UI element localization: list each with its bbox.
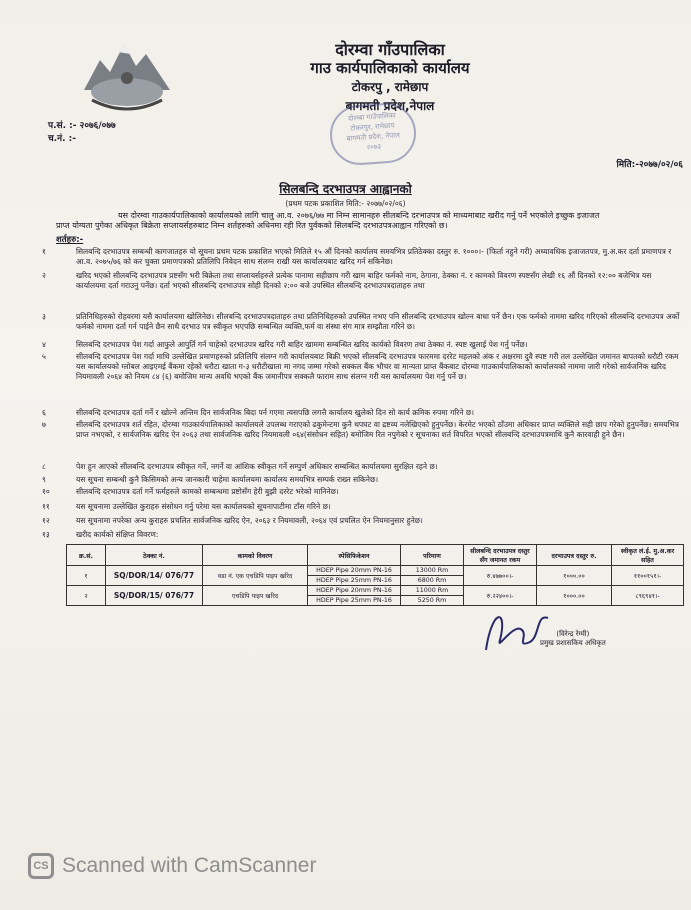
office-stamp: दोरम्बा गाउँपालिका टोकरपुर, रामेछाप बागमती प्रदेश, नेपाल २०७३ [328,101,418,167]
col-header: ठेक्का नं. [106,545,203,566]
notice-title-block [0,180,691,209]
table-row: HDEP Pipe 25mm PN-16 6800 Rm [67,576,684,586]
condition-item: ७ सीलबन्दि दरभाउपत्र शर्त रहित, दोरम्वा गाउकार्यपालिकाको कार्यालयले उपलब्ध गराएको ढकुमेन्टमा कुनै थपघट वा द्रष्टव्य नलेखिएको हुनुपर्नेछ। केरमेट भएको ठाँउमा अधिकार प्राप्त व्यक्तिले सही छाप गरेको हुनुपर्नेछ। समयभित्र प्राप्त नभएको, र सार्वजनिक खरिद ऐन २०६३ तथा सार्वजनिक खरिद नियमावली ०६४(संसोधन सहित) बमोजिम रित नपुगेको र सूचनाका शर्त विपरित भएको सीलबन्दि दरभाउपत्रमाथि कुनै कारवाही हुने छैन। [42,420,679,439]
col-header: स्पेसिफिकेशन [308,545,401,566]
condition-item: ८ पेश हुन आएको सीलबन्दि दरभाउपत्र स्वीकृत गर्ने, नगर्ने वा आंशिक स्वीकृत गर्ने सम्पुर्ण अधिकार सम्बन्धित कार्यालयमा सुरक्षित रहने छ। [42,462,438,471]
col-header: परिमाण [401,545,464,566]
col-header: कामको विवरण [203,545,308,566]
condition-item: ११ यस सूचनामा उल्लेखित कुराहरु संसोधन गर्नु परेमा यस कार्यालयको सूचनापाटीमा टाँस गरिने छ। [42,502,331,511]
col-header: स्वीकृत लं.ई. मु.अ.कर सहित [612,545,684,566]
office-name: गाउ कार्यपालिकाको कार्यालय [310,59,470,77]
condition-item: १२ यस सूचनामा नपरेका अन्य कुराहरु प्रचलित सार्वजनिक खरिद ऐन, २०६३ र नियमावली, २०६४ एवं प्रचलित ऐन नियमानुसार हुनेछ। [42,516,423,525]
notice-subtitle: (प्रथम पटक प्रकाशित मिति:- २०७७/०२/०६) [285,199,406,208]
condition-item: ५ सीलबन्दि दरभाउपत्र पेश गर्दा माथि उल्लेखित प्रमाणहरुको प्रतिलिपि संलग्न गरी कार्यालयबाट बिक्री भएको सीलबन्दि दरभाउपत्र फारममा दररेट महलको अंक र अक्षरमा दुवै स्पष्ट गरी तल उल्लेखित जमानत बापतको धरौटी रकम यस कार्यालयको ग्लोबल आइएमई बैंकमा रहेको धरौटा खाता ग-३ धरौटीखाता मा नगद जम्मा गरेको सक्कल बैंक भौचर वा मान्यता प्राप्त बैंकबाट दोरम्वा गाउकार्यपालिकाको कार्यालयको नाममा जारी गरेको सार्वजनिक खरिद नियमावली २०६४ को नियम ८४ (६) बमोजिम मान्य अवधि भएको बैंक जमानीपत्र सक्कलै फाराम साथ संलग्न गरी यस कार्यालयमा पेश गर्नु पर्ने छ। [42,352,679,381]
intro-line-2: प्राप्त योग्यता पुगेका अधिकृत बिक्रेता सप्लायर्सहरुबाट निम्न शर्तहरुको अधिनमा रही रित पुर्वकको सिलबन्दि दरभाउपत्रआह्वान गरिएको छ। [56,221,448,230]
table-row: HDEP Pipe 25mm PN-16 5250 Rm [67,596,684,606]
condition-item: १ सिलबन्दि दरभाउपत्र सम्बन्धी कागजातहरु यो सूचना प्रथम पटक प्रकाशित भएको मितिले १५ औं दिनको कार्यालय समयभित्र प्रतिठेक्का दस्तुर रु. १०००।- (फिर्ता नहुने गरी) अध्यावधिक इजाजतपत्र, मु.अ.कर दर्ता प्रमाणपत्र र आ.व. २०७५/७६ को कर चुक्ता प्रमाणपत्रको प्रतिलिपि निवेदन साथ संलग्न राखी यस कार्यालयबाट खरिद गर्न सकिनेछ। [42,247,672,266]
condition-item: ९ यस सूचना सम्बन्धी कुनै किसिमको अन्य जानकारी चाहेमा कार्यालयमा कार्यालय समयभित्र सम्पर्क राख्न सकिनेछ। [42,475,379,484]
office-location: टोकरपु , रामेछाप [351,80,429,94]
condition-item: ६ सीलबन्दि दरभाउपत्र दर्ता गर्ने र खोल्ने अन्तिम दिन सार्वजनिक बिदा पर्न गएमा त्यसपछि लगत्तै कार्यालय खुलेको दिन सो कार्य क्रमिक रुपमा गरिने छ। [42,408,474,417]
condition-item: १३ खरीद कार्यको संक्षिप्त विवरण: [42,530,159,539]
terms-heading: शर्तहरु:- [56,235,84,245]
condition-item: ३ प्रतिनिधिहरुको रोहवरमा यसै कार्यालयमा खोलिनेछ। सीलबन्दि दरभाउपत्रदाताहरु तथा प्रतिनिधिहरुको उपस्थित नभए पनि सीलबन्दि दरभाउपत्र खोल्न बाधा पर्ने छैन। एक फर्मको नाममा खरिद गरिएको सीलबन्दि दरभाउपत्र अर्को फर्मको नाममा दर्ता गर्न पाईने छैन साथै दरभाउ पत्र स्वीकृत भएपछि सम्बन्धित व्यक्ति,फर्म वा संस्था संग मात्र सम्झौता गरिने छ। [42,312,680,331]
signatory-designation: प्रमुख प्रशासकिय अधिकृत [540,639,606,647]
patra-sankhya: प.सं. :- २०७६/०७७ [48,121,116,131]
province-name: बागमती प्रदेश,नेपाल [345,99,435,113]
chalani-number: च.नं. :- [48,134,77,144]
condition-item: ४ सिलबन्दि दरभाउपत्र पेश गर्दा आफुले आपुर्ति गर्न चाहेको दरभाउपत्र खरिद गरी बाहिर खाममा सम्बन्धित खरिद कार्यको विवरण तथा ठेक्का नं. स्पष्ट खुलाई पेश गर्नु पर्नेछ। [42,340,528,349]
signatory-block [540,630,606,648]
notice-title: सिलबन्दि दरभाउपत्र आह्वानको [279,182,412,196]
condition-item: २ खरिद भएको सीलबन्दि दरभाउपत्र प्रष्टसँग भरी बिक्रेता तथा सप्लायर्सहरुले प्रत्येक पानामा सहीछाप गरी खाम बाहिर फर्मको नाम, ठेगाना, ठेक्का नं. र कामको विवरण स्पष्टसँग लेखी १६ औं दिनको १२:०० बजेभित्र यस कार्यालयमा दर्ता गराउनु पर्नेछ। दर्ता भएको सीलबन्दि दरभाउपत्र सोही दिनको २:०० बजे उपस्थित सीलबन्दि दरभाउपत्रदाताहरु तथा [42,271,652,290]
camscanner-text: Scanned with CamScanner [62,854,317,877]
intro-line-1: यस दोरम्वा गाउकार्यपालिकाको कार्यालयको लागि चालु आ.व. २०७६/७७ मा निम्न सामानहरु सीलबन्दि दरभाउपत्र को माध्यमाबाट खरीद गर्नु पर्ने भएकोले इच्छुक इजाजत [118,211,600,220]
table-header-row [67,545,684,566]
col-header: क्र.सं. [67,545,106,566]
camscanner-watermark [28,853,316,879]
table-row: २ SQ/DOR/15/ 076/77 एचडिपि पाइप खरिद HDEP Pipe 20mm PN-16 11000 Rm रु.२२४००।- १०००.०० ८९६९४१।- [67,586,684,596]
col-header: दरभाउपत्र दस्तुर रु. [537,545,612,566]
municipality-name: दोरम्वा गाँउपालिका [335,40,445,59]
camscanner-logo-icon: CS [28,853,54,879]
signatory-name: (विरेन्द्र रेग्मी) [556,630,590,638]
nepal-emblem-logo [78,30,176,116]
notice-date: मिति:-२०७७/०२/०६ [616,160,683,170]
condition-item: १० सीलबन्दि दरभाउपत्र दर्ता गर्ने फर्महरुले कामको सम्बन्धमा प्रष्टोसँग हेरी बुझी दररेट भरेको मानिनेछ। [42,487,339,496]
procurement-table [66,544,684,606]
col-header: सीलबन्दि दरभाउपत्र दस्तुर सँग जमानत रकम [464,545,537,566]
table-row: १ SQ/DOR/14/ 076/77 वडा नं. एक एचडिपि पाइप खरिद HDEP Pipe 20mm PN-16 13000 Rm रु.४७७००।- १०००.०० ११००१५१।- [67,566,684,576]
